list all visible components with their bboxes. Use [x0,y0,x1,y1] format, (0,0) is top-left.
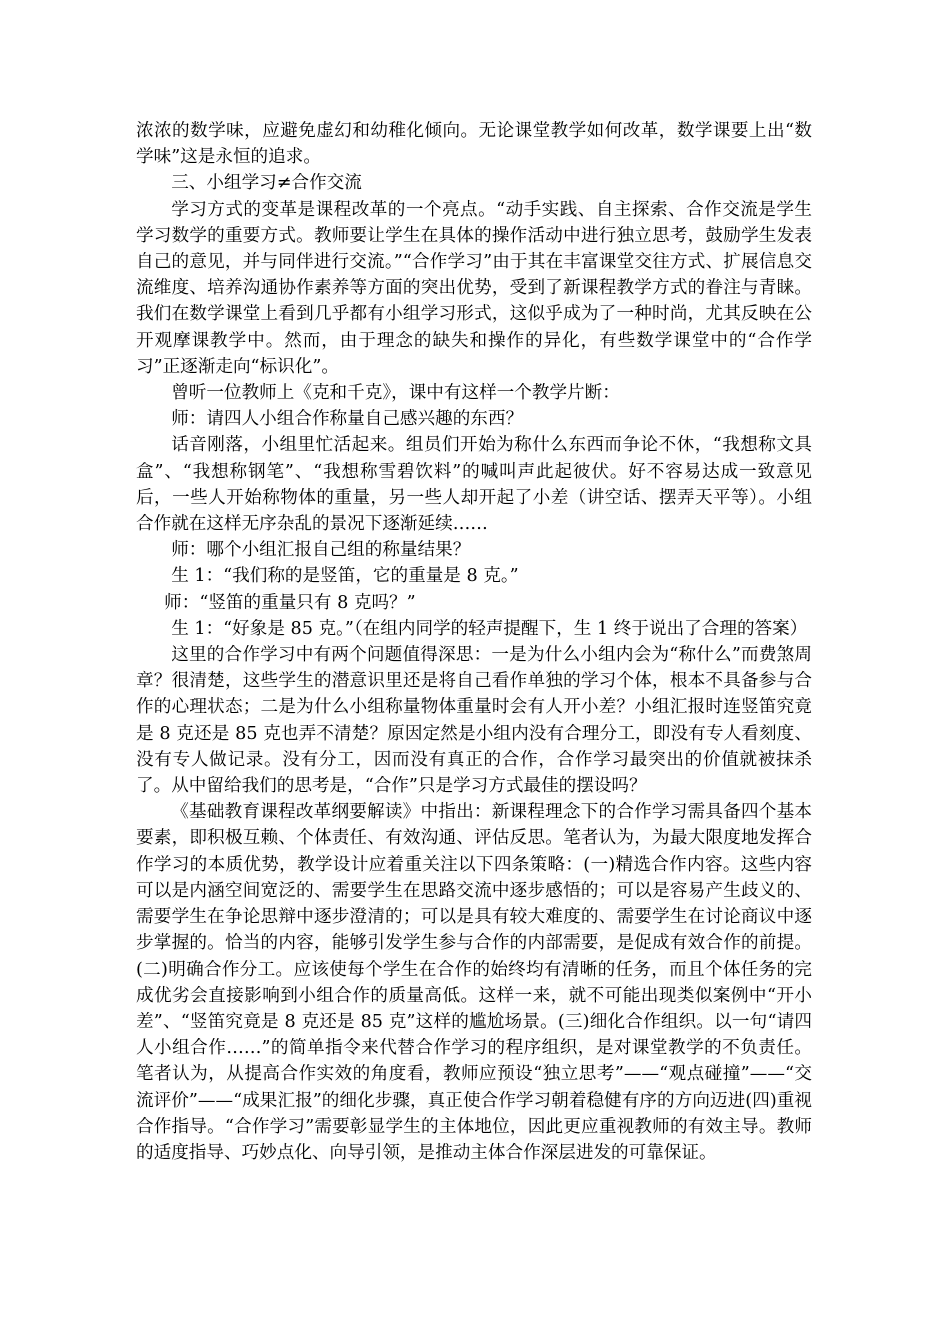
paragraph-lesson-intro: 曾听一位教师上《克和千克》，课中有这样一个教学片断： [171,383,620,404]
paragraph-strategies: 《基础教育课程改革纲要解读》中指出：新课程理念下的合作学习需具备四个基本要素，即积极互赖、个体责任、有效沟通、评估反思。笔者认为，为最大限度地发挥合作学习的本质优势，教学设计应着重关注以下四条策略：(一)精选合作内容。这些内容可以是内涵空间宽泛的、需要学生在思路交流中逐步感悟的；可以是容易产生歧义的、需要学生在争论思辩中逐步澄清的；可以是具有较大难度的、需要学生在讨论商议中逐步掌握的。恰当的内容，能够引发学生参与合作的内部需要，是促成有效合作的前提。(二)明确合作分工。应该使每个学生在合作的始终均有清晰的任务，而且个体任务的完成优劣会直接影响到小组合作的质量高低。这样一来，就不可能出现类似案例中“开小差”、“竖笛究竟是 8 克还是 85 克”这样的尴尬场景。(三)细化合作组织。以一句“请四人小组合作……”的简单指令来代替合作学习的程序组织，是对课堂教学的不负责任。笔者认为，从提高合作实效的角度看，教师应预设“独立思考”——“观点碰撞”——“交流评价”——“成果汇报”的细化步骤，真正使合作学习朝着稳健有序的方向迈进(四)重视合作指导。“合作学习”需要彰显学生的主体地位，因此更应重视教师的有效主导。教师的适度指导、巧妙点化、向导引领，是推动主体合作深层进发的可靠保证。 [136,802,812,1163]
paragraph-reflection: 这里的合作学习中有两个问题值得深思：一是为什么小组内会为“称什么”而费煞周章？很清楚，这些学生的潜意识里还是将自己看作单独的学习个体，根本不具备参与合作的心理状态；二是为什么小组称量物体重量时会有人开小差？小组汇报时连竖笛究竟是 8 克还是 85 克也弄不清楚？原因定然是小组内没有合理分工，即没有专人看刻度、没有专人做记录。没有分工，因而没有真正的合作，合作学习最突出的价值就被抹杀了。从中留给我们的思考是，“合作”只是学习方式最佳的摆设吗？ [136,645,812,797]
dialogue-teacher-3: 师：“竖笛的重量只有 8 克吗？” [164,592,416,613]
paragraph-intro: 浓浓的数学味，应避免虚幻和幼稚化倾向。无论课堂教学如何改革，数学课要上出“数学味”这是永恒的追求。 [136,121,812,168]
paragraph-learning-method: 学习方式的变革是课程改革的一个亮点。“动手实践、自主探索、合作交流是学生学习数学的重要方式。教师要让学生在具体的操作活动中进行独立思考，鼓励学生发表自己的意见，并与同伴进行交流。”“合作学习”由于其在丰富课堂交往方式、扩展信息交流维度、培养沟通协作素养等方面的突出优势，受到了新课程教学方式的眷注与青睐。我们在数学课堂上看到几乎都有小组学习形式，这似乎成为了一种时尚，尤其反映在公开观摩课教学中。然而，由于理念的缺失和操作的异化，有些数学课堂中的“合作学习”正逐渐走向“标识化”。 [136,199,812,377]
dialogue-teacher-2: 师：哪个小组汇报自己组的称量结果？ [171,540,471,561]
document-page [136,118,812,1166]
section-heading: 三、小组学习≠合作交流 [171,173,362,194]
dialogue-student-2: 生 1：“好象是 85 克。”（在组内同学的轻声提醒下，生 1 终于说出了合理的答案） [171,618,808,639]
dialogue-teacher-1: 师：请四人小组合作称量自己感兴趣的东西？ [171,409,524,430]
dialogue-student-1: 生 1：“我们称的是竖笛，它的重量是 8 克。” [171,566,519,587]
paragraph-group-activity: 话音刚落，小组里忙活起来。组员们开始为称什么东西而争论不休，“我想称文具盒”、“我想称钢笔”、“我想称雪碧饮料”的喊叫声此起彼伏。好不容易达成一致意见后，一些人开始称物体的重量，另一些人却开起了小差（讲空话、摆弄天平等）。小组合作就在这样无序杂乱的景况下逐渐延续…… [136,435,812,535]
